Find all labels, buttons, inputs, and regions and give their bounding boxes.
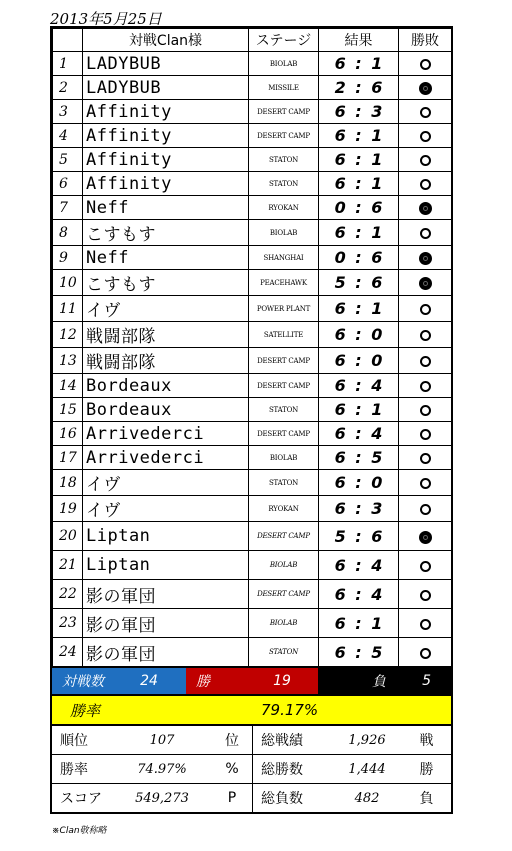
winloss-cell [399, 496, 452, 522]
stage-name: DESERT CAMP [249, 124, 319, 148]
row-number: 2 [53, 76, 83, 100]
opponent-name: イヴ [83, 470, 249, 496]
winloss-cell [399, 374, 452, 398]
winloss-cell [399, 398, 452, 422]
opponent-name: イヴ [83, 296, 249, 322]
table-row [53, 100, 452, 124]
report-date: 2013年5月25日 [50, 10, 162, 28]
win-circle-icon [420, 131, 431, 142]
table-row [53, 270, 452, 296]
winloss-cell [399, 580, 452, 609]
overall-winrate-label: 勝率 [60, 762, 88, 778]
total-wins-value: 1,444 [348, 761, 386, 777]
table-row [53, 348, 452, 374]
opponent-name: イヴ [83, 496, 249, 522]
footnote: ※Clan敬称略 [52, 826, 107, 836]
winloss-cell [399, 172, 452, 196]
table-row [53, 76, 452, 100]
opponent-name: Affinity [83, 172, 249, 196]
match-score: 2 : 6 [319, 76, 399, 100]
row-number: 22 [53, 580, 83, 609]
stage-name: DESERT CAMP [249, 580, 319, 609]
matches-label: 対戦数 [52, 668, 112, 694]
total-losses-label: 総負数 [252, 784, 332, 812]
match-score: 6 : 0 [319, 322, 399, 348]
match-score: 6 : 4 [319, 551, 399, 580]
row-number: 8 [53, 220, 83, 246]
stage-name: BIOLAB [249, 446, 319, 470]
match-score: 6 : 4 [319, 374, 399, 398]
overall-winrate-value: 74.97% [137, 761, 187, 777]
stage-name: SATELLITE [249, 322, 319, 348]
table-row [53, 446, 452, 470]
opponent-name: こすもす [83, 270, 249, 296]
losses-label: 負 [318, 668, 392, 694]
winloss-cell [399, 148, 452, 172]
win-circle-icon [420, 59, 431, 70]
win-circle-icon [420, 330, 431, 341]
opponent-name: Liptan [83, 551, 249, 580]
match-score: 6 : 1 [319, 296, 399, 322]
stage-name: DESERT CAMP [249, 348, 319, 374]
opponent-name: こすもす [83, 220, 249, 246]
win-circle-icon [420, 155, 431, 166]
opponent-name: Affinity [83, 124, 249, 148]
row-number: 9 [53, 246, 83, 270]
win-circle-icon [420, 429, 431, 440]
opponent-name: 戦闘部隊 [83, 348, 249, 374]
table-row [53, 220, 452, 246]
stage-name: STATON [249, 172, 319, 196]
row-number: 7 [53, 196, 83, 220]
match-score: 6 : 1 [319, 148, 399, 172]
table-row [53, 496, 452, 522]
wins-value: 19 [246, 668, 318, 694]
stage-name: BIOLAB [249, 551, 319, 580]
opponent-name: Neff [83, 196, 249, 220]
winloss-cell [399, 196, 452, 220]
loss-dot-icon [419, 277, 432, 290]
winrate-value: 79.17% [260, 701, 319, 719]
stats-row-rank [52, 726, 451, 755]
win-circle-icon [420, 107, 431, 118]
stage-name: BIOLAB [249, 609, 319, 638]
row-number: 18 [53, 470, 83, 496]
table-row [53, 609, 452, 638]
winloss-cell [399, 296, 452, 322]
win-circle-icon [420, 381, 431, 392]
table-row [53, 374, 452, 398]
match-table [52, 28, 452, 667]
summary-bar [52, 667, 451, 694]
match-score: 6 : 3 [319, 100, 399, 124]
table-row [53, 422, 452, 446]
match-score: 6 : 1 [319, 172, 399, 196]
wins-label: 勝 [186, 668, 246, 694]
win-circle-icon [420, 619, 431, 630]
row-number: 21 [53, 551, 83, 580]
row-number: 19 [53, 496, 83, 522]
loss-dot-icon [419, 531, 432, 544]
match-score: 6 : 4 [319, 422, 399, 446]
score-value: 549,273 [135, 790, 189, 806]
stage-name: RYOKAN [249, 196, 319, 220]
winloss-cell [399, 124, 452, 148]
table-row [53, 638, 452, 667]
winloss-cell [399, 52, 452, 76]
total-unit: 戦 [419, 733, 434, 749]
matches-value: 24 [112, 668, 186, 694]
row-number: 10 [53, 270, 83, 296]
match-score: 6 : 4 [319, 580, 399, 609]
winloss-cell [399, 246, 452, 270]
table-row [53, 470, 452, 496]
winloss-cell [399, 522, 452, 551]
winloss-cell [399, 348, 452, 374]
opponent-name: LADYBUB [83, 76, 249, 100]
total-wins-unit: 勝 [419, 762, 434, 778]
table-row [53, 296, 452, 322]
match-score: 6 : 1 [319, 609, 399, 638]
match-score: 0 : 6 [319, 246, 399, 270]
opponent-name: Arrivederci [83, 422, 249, 446]
table-row [53, 246, 452, 270]
stage-name: DESERT CAMP [249, 422, 319, 446]
winloss-cell [399, 322, 452, 348]
winrate-label: 勝率 [70, 701, 101, 720]
win-circle-icon [420, 590, 431, 601]
stage-name: DESERT CAMP [249, 522, 319, 551]
match-score: 6 : 1 [319, 220, 399, 246]
total-label: 総戦績 [252, 726, 332, 754]
match-score: 6 : 1 [319, 398, 399, 422]
row-number: 24 [53, 638, 83, 667]
win-circle-icon [420, 453, 431, 464]
loss-dot-icon [419, 202, 432, 215]
total-value: 1,926 [348, 732, 386, 748]
opponent-name: Liptan [83, 522, 249, 551]
loss-dot-icon [419, 252, 432, 265]
table-row [53, 580, 452, 609]
win-circle-icon [420, 648, 431, 659]
win-circle-icon [420, 561, 431, 572]
match-score: 6 : 0 [319, 470, 399, 496]
row-number: 23 [53, 609, 83, 638]
opponent-name: Neff [83, 246, 249, 270]
stage-name: RYOKAN [249, 496, 319, 522]
opponent-name: 影の軍団 [83, 638, 249, 667]
winloss-cell [399, 446, 452, 470]
total-losses-unit: 負 [419, 791, 434, 807]
rank-label: 順位 [60, 733, 88, 749]
win-circle-icon [420, 356, 431, 367]
score-label: スコア [60, 791, 102, 807]
match-score: 6 : 3 [319, 496, 399, 522]
win-circle-icon [420, 504, 431, 515]
opponent-name: Bordeaux [83, 398, 249, 422]
header-stage: ステージ [249, 29, 319, 52]
header-winloss: 勝敗 [399, 29, 452, 52]
stage-name: MISSILE [249, 76, 319, 100]
table-row [53, 322, 452, 348]
table-row [53, 124, 452, 148]
match-score: 6 : 5 [319, 638, 399, 667]
header-row [53, 29, 452, 52]
stats-row-score [52, 784, 451, 812]
winloss-cell [399, 638, 452, 667]
winloss-cell [399, 422, 452, 446]
win-circle-icon [420, 405, 431, 416]
match-score: 5 : 6 [319, 270, 399, 296]
win-circle-icon [420, 304, 431, 315]
row-number: 17 [53, 446, 83, 470]
header-result: 結果 [319, 29, 399, 52]
opponent-name: 影の軍団 [83, 609, 249, 638]
score-unit: P [227, 790, 237, 806]
row-number: 5 [53, 148, 83, 172]
stage-name: POWER PLANT [249, 296, 319, 322]
winloss-cell [399, 76, 452, 100]
match-sheet [50, 26, 453, 814]
match-score: 6 : 1 [319, 124, 399, 148]
opponent-name: Bordeaux [83, 374, 249, 398]
row-number: 3 [53, 100, 83, 124]
table-row [53, 522, 452, 551]
total-wins-label: 総勝数 [252, 755, 332, 783]
rank-unit: 位 [225, 733, 239, 749]
row-number: 6 [53, 172, 83, 196]
winloss-cell [399, 220, 452, 246]
winloss-cell [399, 100, 452, 124]
total-losses-value: 482 [354, 790, 380, 806]
stage-name: DESERT CAMP [249, 374, 319, 398]
stage-name: STATON [249, 148, 319, 172]
match-score: 0 : 6 [319, 196, 399, 220]
match-score: 5 : 6 [319, 522, 399, 551]
row-number: 14 [53, 374, 83, 398]
opponent-name: 影の軍団 [83, 580, 249, 609]
winloss-cell [399, 270, 452, 296]
stats-block [52, 726, 451, 812]
stage-name: PEACEHAWK [249, 270, 319, 296]
opponent-name: Arrivederci [83, 446, 249, 470]
stage-name: STATON [249, 638, 319, 667]
header-opponent: 対戦Clan様 [83, 29, 249, 52]
winrate-bar [52, 694, 451, 726]
match-score: 6 : 5 [319, 446, 399, 470]
stats-row-winrate [52, 755, 451, 784]
row-number: 15 [53, 398, 83, 422]
table-row [53, 398, 452, 422]
table-row [53, 172, 452, 196]
win-circle-icon [420, 478, 431, 489]
opponent-name: 戦闘部隊 [83, 322, 249, 348]
header-no [53, 29, 83, 52]
winloss-cell [399, 609, 452, 638]
stage-name: BIOLAB [249, 52, 319, 76]
loss-dot-icon [419, 82, 432, 95]
match-score: 6 : 1 [319, 52, 399, 76]
win-circle-icon [420, 228, 431, 239]
match-score: 6 : 0 [319, 348, 399, 374]
rank-value: 107 [149, 732, 175, 748]
overall-winrate-unit: % [225, 761, 239, 777]
table-row [53, 52, 452, 76]
match-rows [53, 52, 452, 667]
opponent-name: Affinity [83, 148, 249, 172]
stage-name: SHANGHAI [249, 246, 319, 270]
opponent-name: LADYBUB [83, 52, 249, 76]
table-row [53, 551, 452, 580]
row-number: 12 [53, 322, 83, 348]
stage-name: DESERT CAMP [249, 100, 319, 124]
stage-name: BIOLAB [249, 220, 319, 246]
row-number: 16 [53, 422, 83, 446]
opponent-name: Affinity [83, 100, 249, 124]
table-row [53, 196, 452, 220]
stage-name: STATON [249, 470, 319, 496]
table-row [53, 148, 452, 172]
row-number: 4 [53, 124, 83, 148]
winloss-cell [399, 470, 452, 496]
win-circle-icon [420, 179, 431, 190]
row-number: 1 [53, 52, 83, 76]
stage-name: STATON [249, 398, 319, 422]
row-number: 13 [53, 348, 83, 374]
losses-value: 5 [392, 668, 451, 694]
row-number: 11 [53, 296, 83, 322]
row-number: 20 [53, 522, 83, 551]
winloss-cell [399, 551, 452, 580]
